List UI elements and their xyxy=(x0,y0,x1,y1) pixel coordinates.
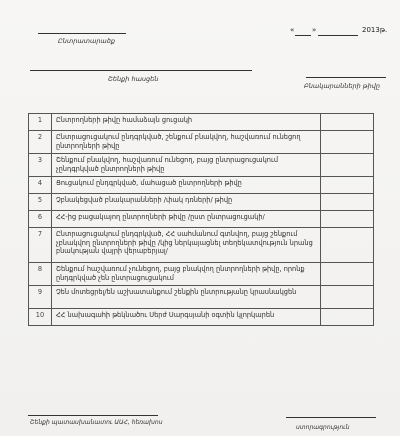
row-value-cell[interactable] xyxy=(321,177,374,194)
signature-line xyxy=(286,417,376,418)
table-row xyxy=(29,154,374,177)
row-value-cell[interactable] xyxy=(321,131,374,154)
apartments-caption: Բնակարանների թիվը xyxy=(304,82,380,90)
table-row xyxy=(29,114,374,131)
row-number: 9 xyxy=(29,286,52,309)
table-row xyxy=(29,194,374,211)
date-day-line xyxy=(295,35,311,36)
table-row xyxy=(29,286,374,309)
date-month-line xyxy=(318,35,358,36)
responsible-caption: Շենքի պատասխանատու ԱԱՀ, հեռախոս xyxy=(30,419,163,426)
date-year: 2013թ. xyxy=(362,26,388,34)
date-close-quote: » xyxy=(312,26,317,34)
address-line xyxy=(30,70,252,71)
row-label: Չբնակեցված բնակարանների /փակ դռների/ թիվը xyxy=(51,194,320,211)
table-row xyxy=(29,211,374,228)
row-value-cell[interactable] xyxy=(321,263,374,286)
row-label: Շենքում հաշվառում չունեցող, բայց բնակվող ընտրողների թիվը, որոնք ընդգրկված չեն ընտրացուցակում xyxy=(51,263,320,286)
responsible-line xyxy=(28,415,158,416)
row-value-cell[interactable] xyxy=(321,154,374,177)
row-number: 2 xyxy=(29,131,52,154)
signature-caption: ստորագրություն xyxy=(296,424,350,431)
row-label: Ընտրացուցակում ընդգրկված, ՀՀ սահմանում գտնվող, բայց շենքում չբնակվող ընտրողների թիվը /կից ներկայացնել տեղեկատվություն նրանց բնակության վայրի վերաբերյալ/ xyxy=(51,228,320,263)
row-label: Ընտրողների թիվը համաձայն ցուցակի xyxy=(51,114,320,131)
table-row xyxy=(29,228,374,263)
district-caption: Ընտրատարածք xyxy=(58,37,115,45)
apartments-line xyxy=(306,77,386,78)
row-number: 6 xyxy=(29,211,52,228)
row-number: 5 xyxy=(29,194,52,211)
row-label: Շենքում բնակվող, հաշվառում ունեցող, բայց ընտրացուցակում չընդգրկված ընտրողների թիվը xyxy=(51,154,320,177)
row-number: 1 xyxy=(29,114,52,131)
row-number: 3 xyxy=(29,154,52,177)
row-label: Ընտրացուցակում ընդգրկված, շենքում բնակվող, հաշվառում ունեցող ընտրողների թիվը xyxy=(51,131,320,154)
row-label: Ցուցակում ընդգրկված, մահացած ընտրողների թիվը xyxy=(51,177,320,194)
row-number: 10 xyxy=(29,309,52,326)
row-value-cell[interactable] xyxy=(321,194,374,211)
row-number: 8 xyxy=(29,263,52,286)
survey-table xyxy=(28,113,374,326)
date-open-quote: « xyxy=(290,26,295,34)
row-value-cell[interactable] xyxy=(321,211,374,228)
row-value-cell[interactable] xyxy=(321,228,374,263)
row-value-cell[interactable] xyxy=(321,286,374,309)
address-caption: Շենքի հասցեն xyxy=(108,75,159,83)
row-number: 4 xyxy=(29,177,52,194)
district-line xyxy=(38,33,126,34)
row-label: ՀՀ նախագահի թեկնածու Սերժ Սարգսյանի օգտին կլորկարեն xyxy=(51,309,320,326)
row-label: Չեն մոտեցրել/են աշխատանքում շենքին ընտրությանը կրասնակցեն xyxy=(51,286,320,309)
table-row xyxy=(29,309,374,326)
row-value-cell[interactable] xyxy=(321,309,374,326)
row-label: ՀՀ-ից բացակայող ընտրողների թիվը /ըստ ընտրացուցակի/ xyxy=(51,211,320,228)
row-number: 7 xyxy=(29,228,52,263)
table-row xyxy=(29,177,374,194)
row-value-cell[interactable] xyxy=(321,114,374,131)
table-row xyxy=(29,263,374,286)
table-row xyxy=(29,131,374,154)
date-field[interactable] xyxy=(290,26,394,38)
